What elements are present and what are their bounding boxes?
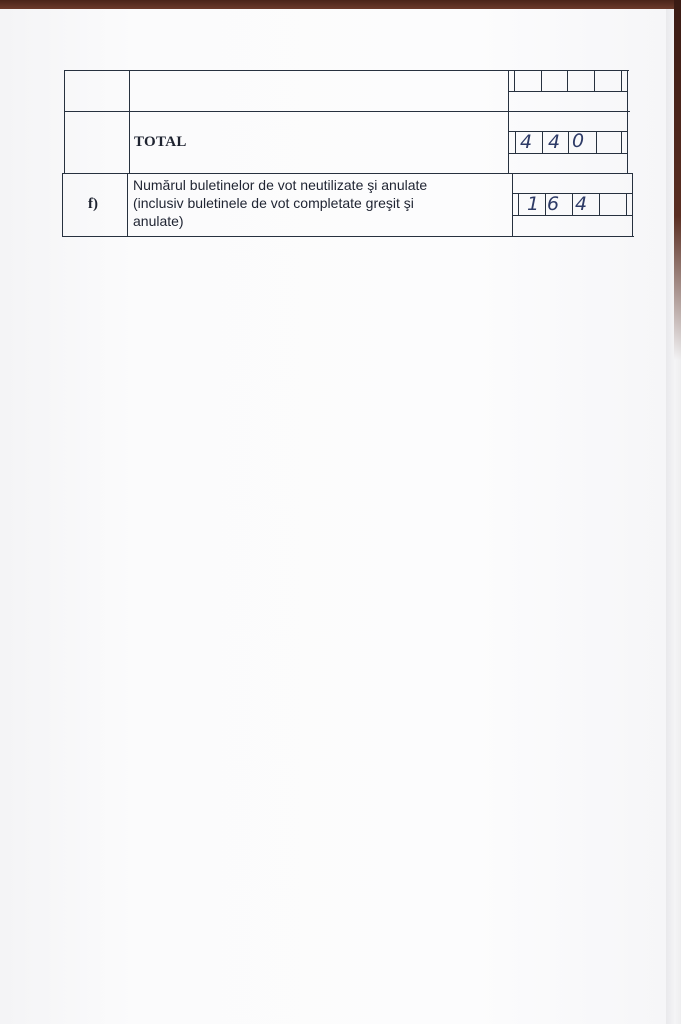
table-border-top xyxy=(64,70,629,71)
digit-box-line xyxy=(594,70,595,91)
row-f-description-line-3: anulate) xyxy=(133,213,184,229)
digit-box-line xyxy=(599,193,600,215)
row-letter-f: f) xyxy=(88,196,98,212)
background-desk xyxy=(0,0,681,9)
table-border-left xyxy=(62,173,63,237)
digit-box-line xyxy=(567,70,568,91)
table-col-divider xyxy=(127,173,128,237)
handwritten-digit: 4 xyxy=(575,193,588,215)
digit-box-line xyxy=(515,131,516,153)
row-f-description-line-2: (inclusiv buletinele de vot completate greşit şi xyxy=(133,195,414,211)
paper-sheet xyxy=(0,9,672,1024)
digit-box-line xyxy=(621,70,622,91)
digit-box-line xyxy=(572,193,573,215)
digit-box-line xyxy=(541,70,542,91)
handwritten-digit: 6 xyxy=(547,193,560,215)
digit-box-line xyxy=(518,193,519,215)
digit-box-line xyxy=(509,153,628,154)
handwritten-digit: 4 xyxy=(548,131,561,153)
handwritten-digit: 0 xyxy=(572,130,585,152)
table-border-left xyxy=(64,70,65,174)
table-row-divider xyxy=(63,173,633,174)
table-border-bottom xyxy=(62,236,634,237)
table-col-divider xyxy=(129,70,130,174)
digit-box-line xyxy=(513,215,633,216)
total-label: TOTAL xyxy=(134,134,187,150)
digit-box-line xyxy=(509,91,627,92)
digit-box-line xyxy=(621,131,622,153)
digit-box-line xyxy=(596,131,597,153)
table-col-divider xyxy=(508,70,509,174)
row-f-description xyxy=(133,176,505,230)
digit-box-line xyxy=(542,131,543,153)
table-row-divider xyxy=(64,111,630,112)
digit-box-line xyxy=(514,70,515,91)
desk-edge xyxy=(674,0,681,360)
digit-box-line xyxy=(568,131,569,153)
handwritten-digit: 4 xyxy=(520,131,533,153)
digit-box-line xyxy=(626,193,627,215)
table-col-divider xyxy=(512,173,513,237)
table-border-right xyxy=(632,173,633,237)
digit-box-line xyxy=(545,193,546,215)
row-f-description-line-1: Numărul buletinelor de vot neutilizate şi anulate xyxy=(133,177,428,193)
handwritten-digit: 1 xyxy=(527,193,540,215)
table-border-right xyxy=(627,70,628,174)
